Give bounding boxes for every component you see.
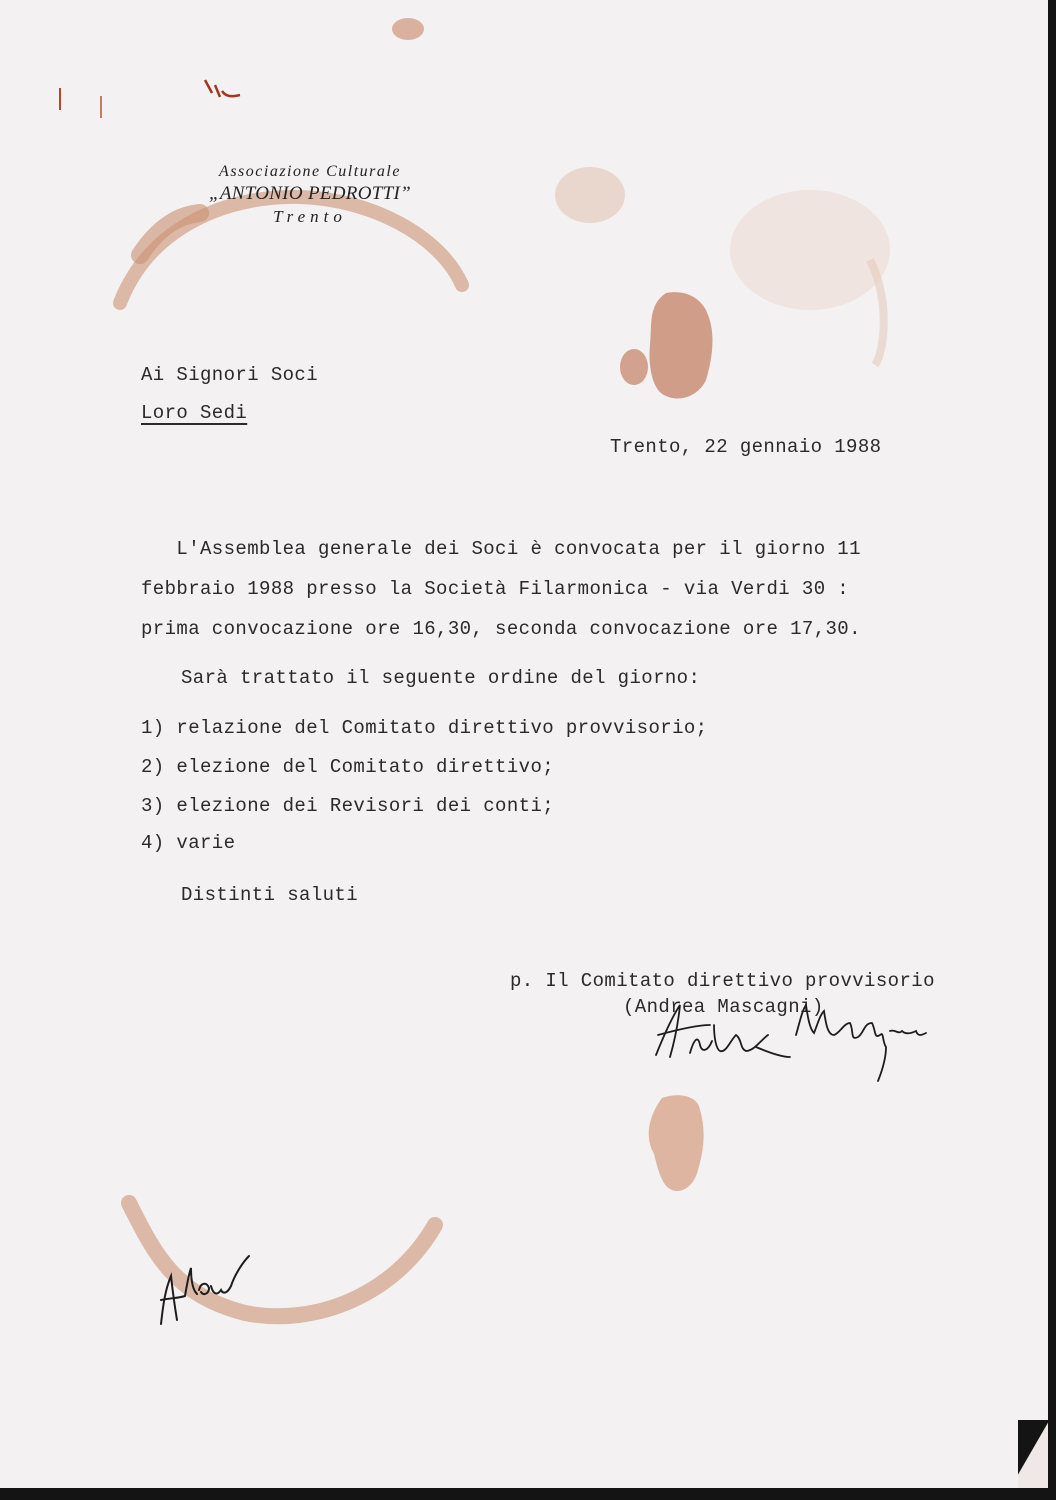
body-line: prima convocazione ore 16,30, seconda convocazione ore 17,30.	[141, 618, 861, 640]
red-scribble-mark	[200, 75, 250, 105]
agenda-intro: Sarà trattato il seguente ordine del giorno:	[181, 667, 701, 689]
signatory-title: p. Il Comitato direttivo provvisorio	[510, 970, 935, 992]
letterhead-name: „ANTONIO PEDROTTI”	[209, 183, 411, 204]
recipient-line: Ai Signori Soci	[141, 364, 319, 386]
recipient-address: Loro Sedi	[141, 402, 248, 424]
body-line: L'Assemblea generale dei Soci è convocata per il giorno 11	[141, 538, 861, 560]
margin-mark	[100, 96, 102, 118]
letter-date: Trento, 22 gennaio 1988	[610, 436, 882, 458]
agenda-item: 2) elezione del Comitato direttivo;	[141, 756, 555, 778]
stain-blot-lower	[640, 1090, 710, 1200]
body-line: febbraio 1988 presso la Società Filarmonica - via Verdi 30 :	[141, 578, 850, 600]
stain-faint-right	[540, 150, 920, 370]
page-corner-fold	[1018, 1420, 1048, 1488]
agenda-item: 3) elezione dei Revisori dei conti;	[141, 795, 555, 817]
handwritten-initials	[155, 1250, 255, 1330]
stain-blot-center	[608, 285, 728, 405]
signatory-name: (Andrea Mascagni)	[623, 996, 824, 1018]
closing-salutation: Distinti saluti	[181, 884, 359, 906]
handwritten-signature	[650, 995, 940, 1085]
margin-mark	[59, 88, 61, 110]
agenda-item: 4) varie	[141, 832, 236, 854]
letterhead-association: Associazione Culturale	[219, 163, 401, 180]
agenda-item: 1) relazione del Comitato direttivo provvisorio;	[141, 717, 708, 739]
letterhead-city: Trento	[273, 207, 347, 226]
stain-spot-top	[388, 14, 428, 44]
letterhead	[150, 163, 470, 227]
